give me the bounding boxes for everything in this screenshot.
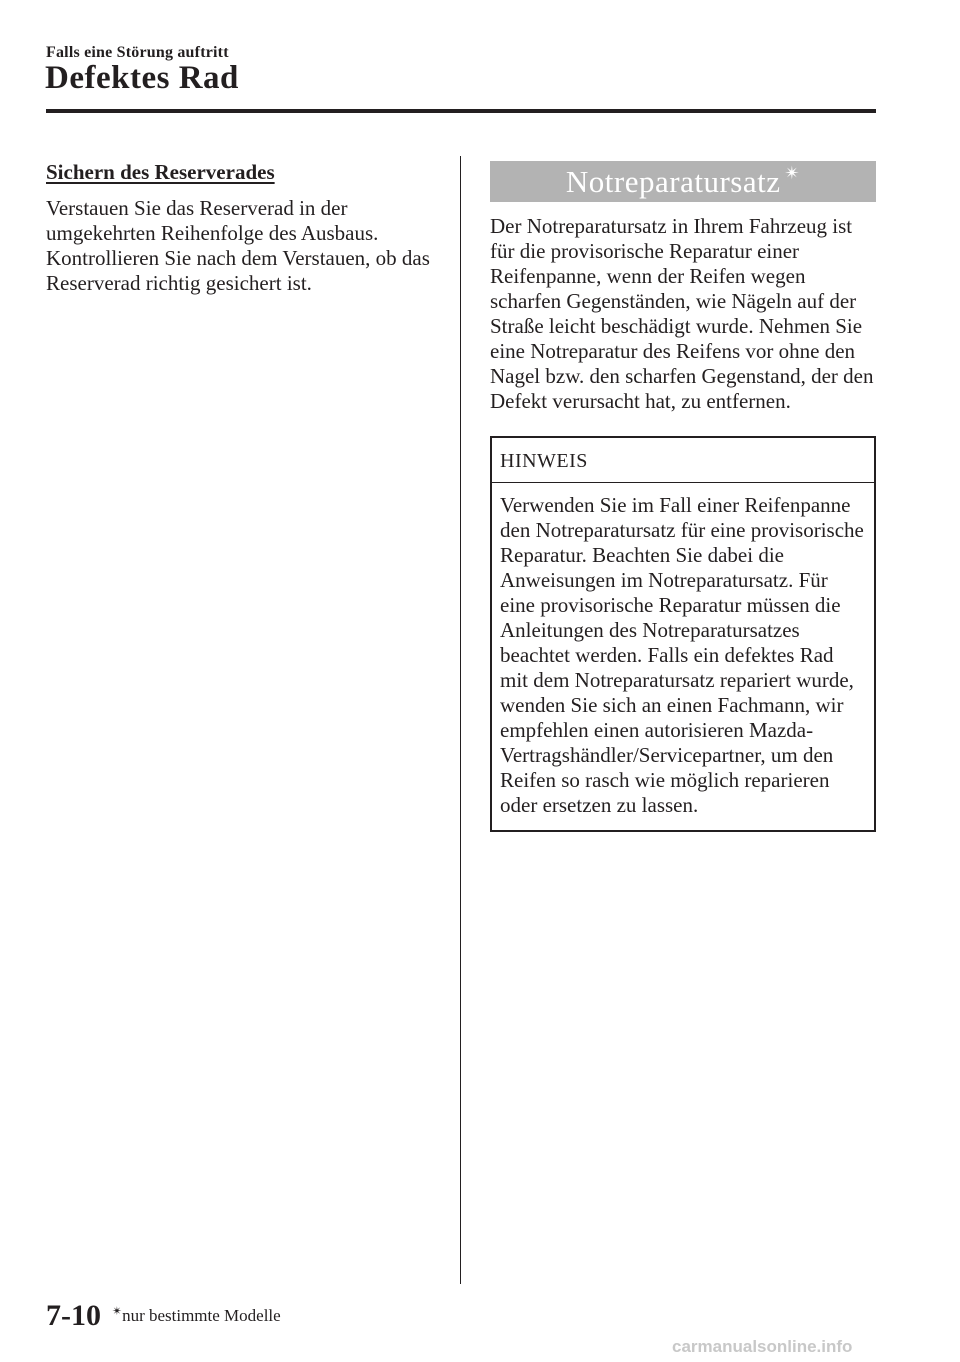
repair-kit-paragraph: Der Notreparatursatz in Ihrem Fahrzeug ist für die provisorische Reparatur einer Reifenpanne, wenn der Reifen wegen scharfen Gegenständen, wie Nägeln auf der Straße leicht beschädigt wurde. Nehmen Sie eine Notreparatur des Reifens vor ohne den Nagel bzw. den scharfen Gegenstand, der den Defekt verursacht hat, zu entfernen. bbox=[490, 214, 874, 413]
footer-star-icon: ✴ bbox=[112, 1304, 123, 1318]
optional-equipment-star-icon: ✴ bbox=[784, 163, 801, 183]
header-rule bbox=[46, 109, 876, 113]
section-header: Falls eine Störung auftritt bbox=[46, 44, 229, 61]
page-title: Defektes Rad bbox=[45, 60, 239, 96]
footer-note-text: nur bestimmte Modelle bbox=[122, 1306, 281, 1325]
note-label: HINWEIS bbox=[492, 438, 874, 483]
footer-note bbox=[112, 1306, 281, 1326]
spare-wheel-paragraph: Verstauen Sie das Reserverad in der umgekehrten Reihenfolge des Ausbaus. Kontrollieren Sie nach dem Verstauen, ob das Reserverad richtig gesichert ist. bbox=[46, 196, 430, 295]
note-box bbox=[490, 436, 876, 832]
section-heading-spare-wheel: Sichern des Reserverades bbox=[46, 160, 275, 184]
section-title: Notreparatursatz bbox=[565, 163, 781, 199]
right-column bbox=[490, 161, 876, 832]
watermark: carmanualsonline.info bbox=[672, 1337, 853, 1356]
note-text: Verwenden Sie im Fall einer Reifenpanne den Notreparatursatz für eine provisorische Reparatur. Beachten Sie dabei die Anweisungen im Notreparatursatz. Für eine provisorische Reparatur müssen die Anleitungen des Notreparatursatzes beachtet werden. Falls ein defektes Rad mit dem Notreparatursatz repariert wurde, wenden Sie sich an einen Fachmann, wir empfehlen einen autorisieren Mazda-Vertragshändler/Servicepartner, um den Reifen so rasch wie möglich reparieren oder ersetzen zu lassen. bbox=[500, 493, 864, 817]
page-number: 7-10 bbox=[46, 1299, 101, 1332]
section-title-band bbox=[490, 161, 876, 202]
column-divider bbox=[460, 156, 461, 1284]
left-column bbox=[46, 158, 446, 296]
